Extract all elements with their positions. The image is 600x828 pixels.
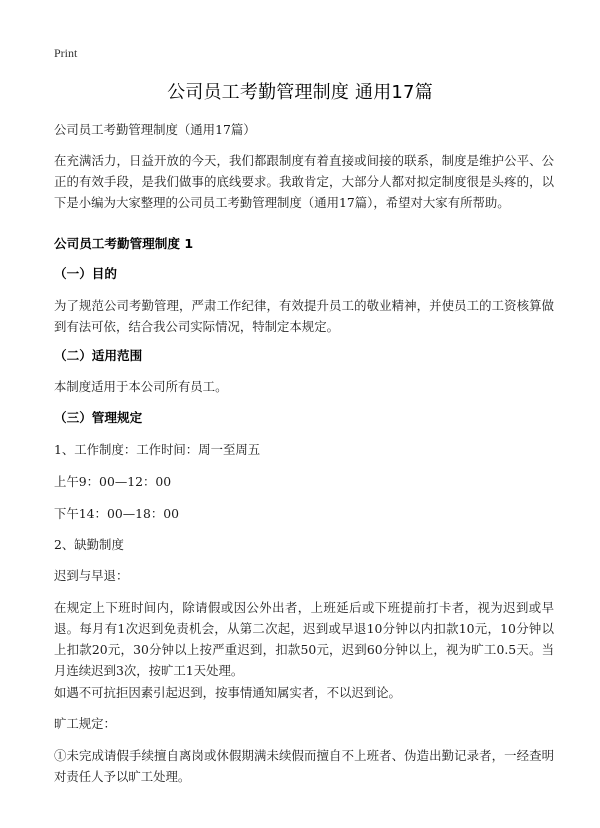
force-majeure-paragraph: 如遇不可抗拒因素引起迟到，按事情通知属实者，不以迟到论。 [54,685,401,700]
scope-heading: （二）适用范围 [54,348,143,363]
intro-paragraph: 在充满活力，日益开放的今天，我们都跟制度有着直接或间接的联系，制度是维护公平、公正的有效手段，是我们做事的底线要求。我敢肯定，大部分人都对拟定制度很是头疼的，以下是小编为大家整理的公司员工考勤管理制度（通用17篇），希望对大家有所帮助。 [54,153,554,210]
late-paragraph: 在规定上下班时间内，除请假或因公外出者，上班延后或下班提前打卡者，视为迟到或早退。每月有1次迟到免责机会，从第二次起，迟到或早退10分钟以内扣款10元，10分钟以上扣款20元，30分钟以上按严重迟到，扣款50元，迟到60分钟以上，视为旷工0.5天。当月连续迟到3次，按旷工1天处理。 [54,600,554,678]
purpose-heading: （一）目的 [54,266,117,281]
rules-heading: （三）管理规定 [54,410,143,425]
section-heading: 公司员工考勤管理制度 1 [54,236,194,251]
late-title: 迟到与早退： [54,568,129,583]
purpose-paragraph: 为了规范公司考勤管理，严肃工作纪律，有效提升员工的敬业精神，并使员工的工资核算做到有法可依，结合我公司实际情况，特制定本规定。 [54,298,554,334]
rule-absence: 2、缺勤制度 [54,537,124,552]
afternoon-hours: 下午14：00—18：00 [54,506,180,521]
page-title: 公司员工考勤管理制度 通用17篇 [167,82,433,103]
print-label: Print [54,46,78,60]
absent-title: 旷工规定： [54,716,116,731]
rule-work-hours: 1、工作制度：工作时间：周一至周五 [54,442,261,457]
subtitle: 公司员工考勤管理制度（通用17篇） [54,122,256,137]
morning-hours: 上午9：00—12：00 [54,474,172,489]
absent-paragraph: ①未完成请假手续擅自离岗或休假期满未续假而擅自不上班者、伪造出勤记录者，一经查明对责任人予以旷工处理。 [54,748,554,784]
scope-paragraph: 本制度适用于本公司所有员工。 [54,379,228,394]
